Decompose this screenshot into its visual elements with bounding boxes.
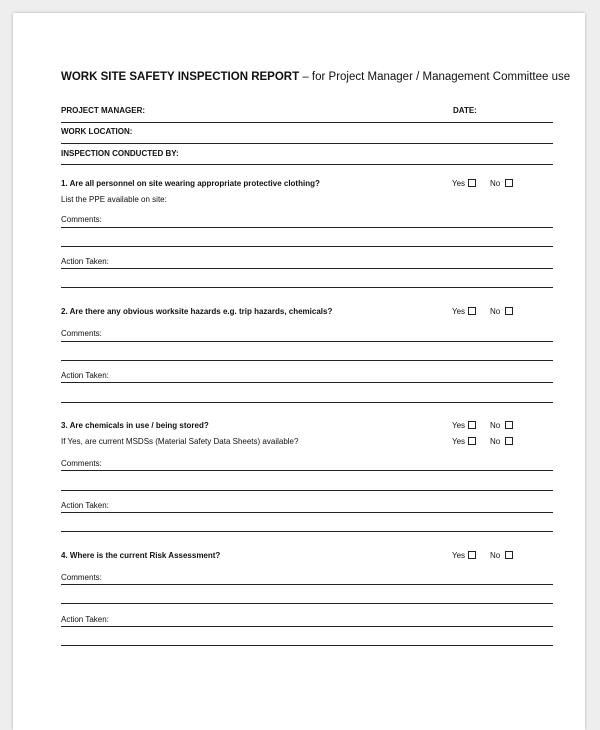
report-title: WORK SITE SAFETY INSPECTION REPORT – for Project Manager / Management Committee use [61, 71, 571, 83]
q2-action-line-1[interactable] [61, 382, 553, 383]
q1-yes-label: Yes [452, 179, 466, 188]
q4-comments-label: Comments: [61, 573, 102, 582]
q3-action-label: Action Taken: [61, 501, 109, 510]
q3-action-line-2[interactable] [61, 531, 553, 532]
q3-sub-question: If Yes, are current MSDSs (Material Safety Data Sheets) available? [61, 437, 299, 446]
work-location-label: WORK LOCATION: [61, 127, 133, 136]
q3-no-checkbox[interactable] [505, 421, 513, 429]
q3-action-line-1[interactable] [61, 512, 553, 513]
q2-no-label: No [490, 307, 501, 316]
q1-action-line-2[interactable] [61, 287, 553, 288]
question-1: 1. Are all personnel on site wearing appropriate protective clothing? [61, 179, 320, 188]
q3-comments-line-1[interactable] [61, 470, 553, 471]
q2-action-line-2[interactable] [61, 402, 553, 403]
q1-action-label: Action Taken: [61, 257, 109, 266]
q1-action-line-1[interactable] [61, 268, 553, 269]
q3-msds-no-label: No [490, 437, 501, 446]
q4-action-line-1[interactable] [61, 626, 553, 627]
q2-no-checkbox[interactable] [505, 307, 513, 315]
question-4: 4. Where is the current Risk Assessment? [61, 551, 221, 560]
q1-comments-line-1[interactable] [61, 227, 553, 228]
q1-sub-question: List the PPE available on site: [61, 195, 167, 204]
q2-comments-label: Comments: [61, 329, 102, 338]
question-3: 3. Are chemicals in use / being stored? [61, 421, 209, 430]
q2-comments-line-2[interactable] [61, 360, 553, 361]
date-label: DATE: [453, 106, 477, 115]
q3-msds-no-checkbox[interactable] [505, 437, 513, 445]
q1-comments-label: Comments: [61, 215, 102, 224]
q4-action-label: Action Taken: [61, 615, 109, 624]
project-manager-line[interactable] [61, 122, 553, 123]
q4-comments-line-1[interactable] [61, 584, 553, 585]
q3-comments-line-2[interactable] [61, 490, 553, 491]
inspection-conducted-by-line[interactable] [61, 164, 553, 165]
q2-action-label: Action Taken: [61, 371, 109, 380]
q3-no-label: No [490, 421, 501, 430]
q3-yes-checkbox[interactable] [468, 421, 476, 429]
q1-no-label: No [490, 179, 501, 188]
q1-yes-checkbox[interactable] [468, 179, 476, 187]
q4-yes-label: Yes [452, 551, 466, 560]
q2-yes-label: Yes [452, 307, 466, 316]
project-manager-label: PROJECT MANAGER: [61, 106, 146, 115]
q3-msds-yes-checkbox[interactable] [468, 437, 476, 445]
q4-comments-line-2[interactable] [61, 603, 553, 604]
q3-msds-yes-label: Yes [452, 437, 466, 446]
q1-no-checkbox[interactable] [505, 179, 513, 187]
inspection-conducted-by-label: INSPECTION CONDUCTED BY: [61, 149, 179, 158]
q2-yes-checkbox[interactable] [468, 307, 476, 315]
q3-yes-label: Yes [452, 421, 466, 430]
q4-no-label: No [490, 551, 501, 560]
q1-comments-line-2[interactable] [61, 246, 553, 247]
q4-action-line-2[interactable] [61, 645, 553, 646]
form-page [13, 13, 585, 730]
q2-comments-line-1[interactable] [61, 341, 553, 342]
q3-comments-label: Comments: [61, 459, 102, 468]
q4-yes-checkbox[interactable] [468, 551, 476, 559]
question-2: 2. Are there any obvious worksite hazards e.g. trip hazards, chemicals? [61, 307, 333, 316]
q4-no-checkbox[interactable] [505, 551, 513, 559]
work-location-line[interactable] [61, 143, 553, 144]
